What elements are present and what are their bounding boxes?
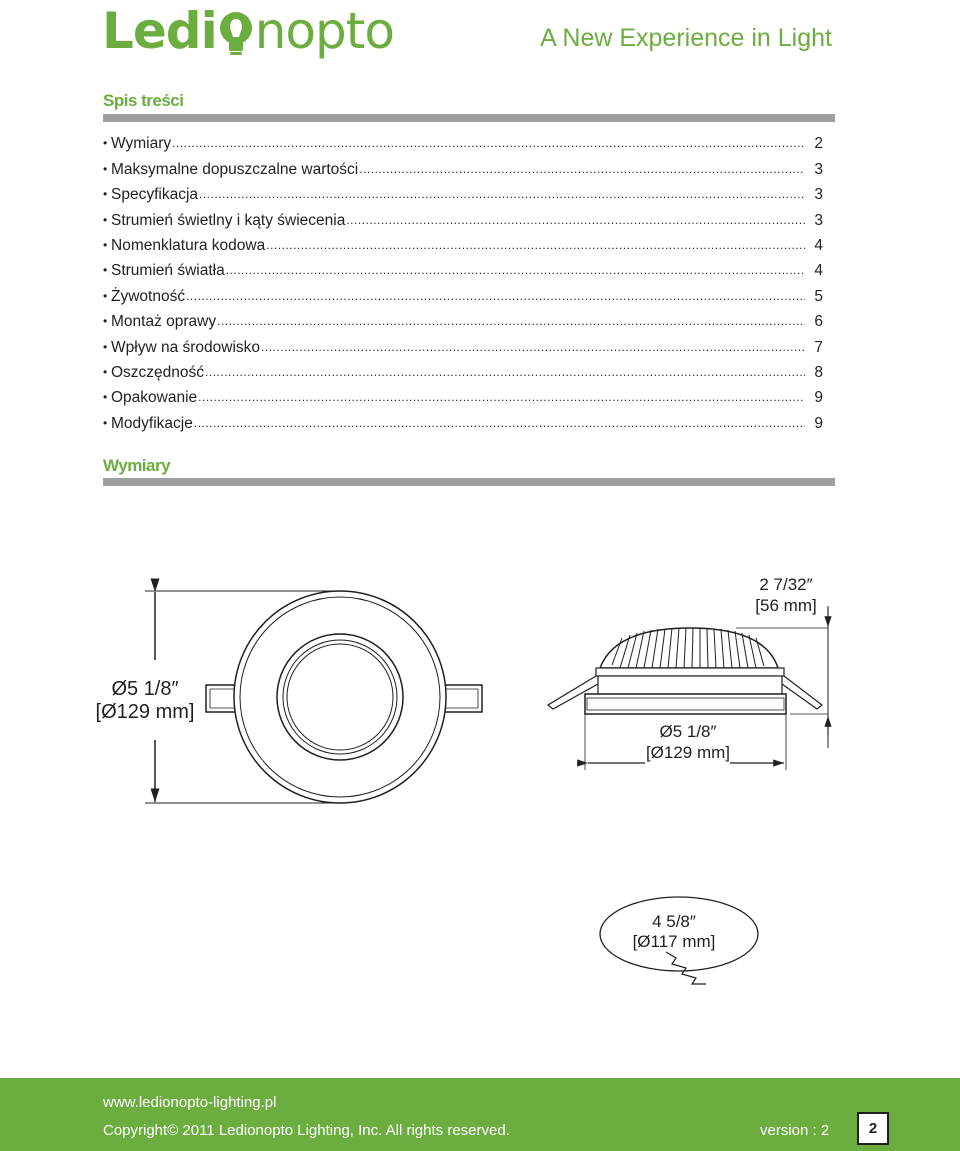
- bullet-icon: •: [103, 136, 108, 151]
- bullet-icon: •: [103, 364, 108, 379]
- page-number: 2: [857, 1112, 889, 1145]
- toc-item: [103, 230, 823, 255]
- toc-leader-dots: [172, 136, 805, 150]
- copyright: Copyright© 2011 Ledionopto Lighting, Inc. All rights reserved.: [103, 1122, 510, 1139]
- toc-item-page: 3: [814, 211, 823, 229]
- version-label: version : 2: [760, 1122, 830, 1139]
- toc-item-page: 3: [814, 160, 823, 178]
- toc-item-label: Nomenklatura kodowa: [111, 236, 266, 254]
- dimensions-title: Wymiary: [103, 456, 171, 475]
- toc-leader-dots: [186, 289, 805, 303]
- toc-item-label: Specyfikacja: [111, 186, 199, 204]
- bullet-icon: •: [103, 390, 108, 405]
- toc-leader-dots: [346, 213, 805, 227]
- toc-item: [103, 179, 823, 204]
- toc-item: [103, 204, 823, 229]
- dimensions-divider: [103, 478, 835, 486]
- toc-leader-dots: [266, 238, 805, 252]
- toc-item-label: Montaż oprawy: [111, 313, 217, 331]
- bullet-icon: •: [103, 263, 108, 278]
- toc-item-page: 3: [814, 186, 823, 204]
- toc-divider: [103, 114, 835, 122]
- toc-item: [103, 331, 823, 356]
- toc-leader-dots: [217, 314, 805, 328]
- tagline: A New Experience in Light: [540, 24, 832, 52]
- toc-leader-dots: [194, 416, 805, 430]
- toc-item: [103, 128, 823, 153]
- toc-item: [103, 153, 823, 178]
- side-height-inch: 2 7/32″: [759, 575, 813, 594]
- toc-item: [103, 255, 823, 280]
- side-diameter-inch: Ø5 1/8″: [659, 722, 717, 741]
- toc-item-label: Strumień światła: [111, 262, 225, 280]
- toc-leader-dots: [205, 365, 805, 379]
- toc-item-label: Maksymalne dopuszczalne wartości: [111, 160, 359, 178]
- bullet-icon: •: [103, 288, 108, 303]
- toc-leader-dots: [359, 162, 805, 176]
- toc-item-page: 6: [814, 313, 823, 331]
- toc-list: [103, 128, 823, 433]
- toc-item-page: 5: [814, 287, 823, 305]
- toc-item-label: Strumień świetlny i kąty świecenia: [111, 211, 346, 229]
- dimension-drawing: [0, 500, 960, 1060]
- logo-text-left: Ledi: [102, 2, 217, 60]
- ledionopto-logo: [102, 2, 394, 60]
- cutout-inch: 4 5/8″: [652, 912, 696, 931]
- toc-title: Spis treści: [103, 91, 184, 110]
- side-diameter-mm: [Ø129 mm]: [645, 743, 731, 762]
- toc-leader-dots: [198, 390, 805, 404]
- toc-item: [103, 306, 823, 331]
- bullet-icon: •: [103, 212, 108, 227]
- toc-leader-dots: [226, 263, 805, 277]
- toc-item-label: Żywotność: [111, 287, 186, 305]
- toc-item-page: 7: [814, 338, 823, 356]
- toc-item-page: 2: [814, 135, 823, 153]
- toc-item-label: Oszczędność: [111, 363, 205, 381]
- toc-item-page: 9: [814, 414, 823, 432]
- bullet-icon: •: [103, 187, 108, 202]
- footer: [0, 1078, 960, 1151]
- toc-item: [103, 382, 823, 407]
- toc-item-label: Opakowanie: [111, 389, 198, 407]
- toc-item-page: 4: [814, 262, 823, 280]
- toc-item-page: 8: [814, 363, 823, 381]
- lightbulb-icon: [218, 11, 254, 57]
- bullet-icon: •: [103, 415, 108, 430]
- toc-item-label: Wymiary: [111, 135, 172, 153]
- front-diameter-inch: Ø5 1/8″: [111, 678, 179, 700]
- toc-item-page: 9: [814, 389, 823, 407]
- toc-leader-dots: [199, 187, 805, 201]
- toc-item-label: Wpływ na środowisko: [111, 338, 261, 356]
- bullet-icon: •: [103, 237, 108, 252]
- toc-item: [103, 407, 823, 432]
- cutout-mm: [Ø117 mm]: [632, 932, 716, 951]
- toc-item: [103, 357, 823, 382]
- front-view: [145, 591, 482, 803]
- bullet-icon: •: [103, 161, 108, 176]
- toc-item: [103, 280, 823, 305]
- toc-item-label: Modyfikacje: [111, 414, 193, 432]
- front-diameter-mm: [Ø129 mm]: [95, 701, 195, 723]
- bullet-icon: •: [103, 314, 108, 329]
- toc-leader-dots: [261, 340, 805, 354]
- website-url: www.ledionopto-lighting.pl: [103, 1094, 277, 1111]
- logo-text-right: nopto: [254, 2, 394, 60]
- side-height-mm: [56 mm]: [755, 596, 817, 615]
- toc-item-page: 4: [814, 236, 823, 254]
- bullet-icon: •: [103, 339, 108, 354]
